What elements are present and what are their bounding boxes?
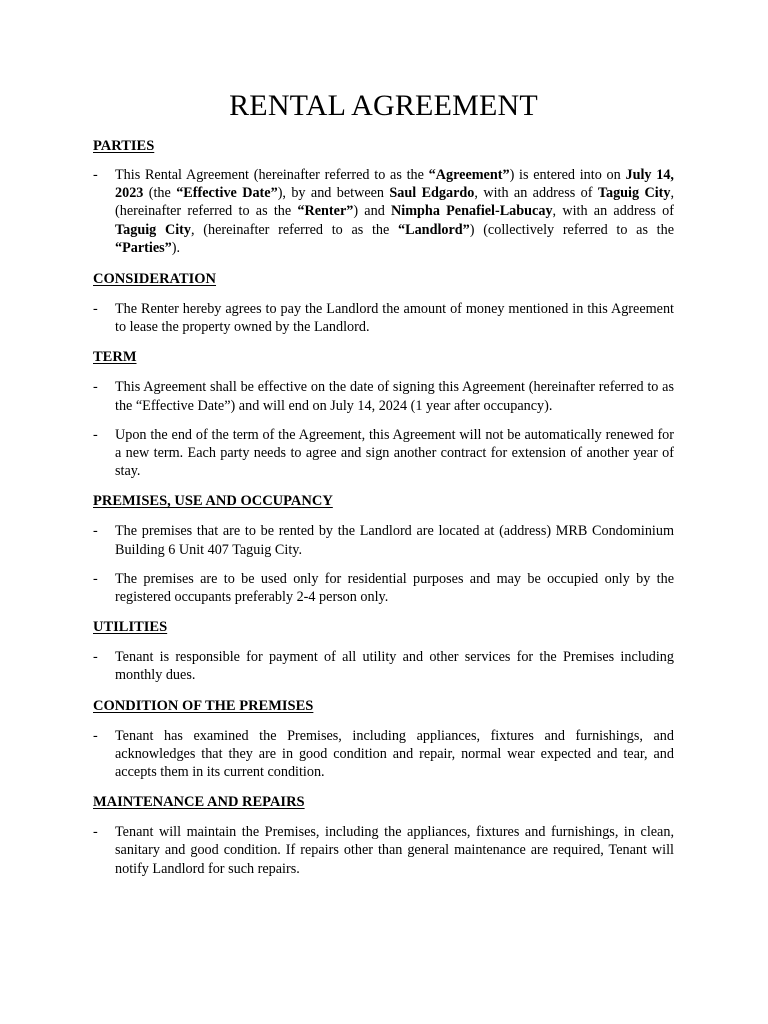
list-item-text: The Renter hereby agrees to pay the Landlord the amount of money mentioned in this Agreement to lease the property owned by the Landlord. xyxy=(115,301,674,336)
list-item-text: This Agreement shall be effective on the date of signing this Agreement (hereinafter referred to as the “Effective Date”) and will end on July 14, 2024 (1 year after occupancy). xyxy=(115,379,674,414)
list-item-text: Tenant will maintain the Premises, including the appliances, fixtures and furnishings, in clean, sanitary and good condition. If repairs other than general maintenance are required, Tenant will notify Landlord for such repairs. xyxy=(115,824,674,877)
list-item xyxy=(93,426,674,481)
bullet-dash: - xyxy=(93,426,98,443)
list-item xyxy=(93,727,674,782)
section-heading-premises: PREMISES, USE AND OCCUPANCY xyxy=(93,493,333,510)
bullet-dash: - xyxy=(93,649,98,666)
section-heading-parties: PARTIES xyxy=(93,138,155,154)
section-heading-utilities: UTILITIES xyxy=(93,619,168,636)
list-item xyxy=(93,570,674,606)
list-item-text: Tenant has examined the Premises, including appliances, fixtures and furnishings, and acknowledges that they are in good condition and repair, normal wear expected and tear, and accepts them in its current condition. xyxy=(115,727,674,781)
list-item xyxy=(93,823,674,878)
section-heading-consideration: CONSIDERATION xyxy=(93,271,217,288)
bullet-dash: - xyxy=(93,379,98,396)
parties-clause-text: This Rental Agreement (hereinafter referred to as the “Agreement”) is entered into on July 14, 2023 (the “Effective Date”), by and between Saul Edgardo, with an address of Taguig City, (hereinafter referred to as the “Renter”) and Nimpha Penafiel-Labucay, with an address of Taguig City, (hereinafter referred to as the “Landlord”) (collectively referred to as the “Parties”). xyxy=(115,167,675,256)
list-item-text: The premises that are to be rented by the Landlord are located at (address) MRB Condominium Building 6 Unit 407 Taguig City. xyxy=(115,523,674,558)
list-item xyxy=(93,648,674,684)
bullet-dash: - xyxy=(93,523,98,540)
list-item-text: Upon the end of the term of the Agreement, this Agreement will not be automatically renewed for a new term. Each party needs to agree and sign another contract for extension of another year of stay. xyxy=(115,426,674,480)
section-heading-condition: CONDITION OF THE PREMISES xyxy=(93,697,314,714)
bullet-dash: - xyxy=(93,570,98,587)
list-item-text: Tenant is responsible for payment of all utility and other services for the Premises including monthly dues. xyxy=(115,649,674,684)
bullet-dash: - xyxy=(93,301,98,318)
document-title: RENTAL AGREEMENT xyxy=(229,89,538,122)
bullet-dash: - xyxy=(93,824,98,841)
list-item-text: The premises are to be used only for residential purposes and may be occupied only by the registered occupants preferably 2-4 person only. xyxy=(115,570,674,606)
list-item xyxy=(93,378,674,414)
parties-clause xyxy=(93,166,674,257)
section-heading-term: TERM xyxy=(93,349,137,366)
list-item xyxy=(93,522,674,558)
list-item xyxy=(93,300,674,336)
bullet-dash: - xyxy=(93,727,98,744)
bullet-dash: - xyxy=(93,167,98,183)
section-heading-maintenance: MAINTENANCE AND REPAIRS xyxy=(93,794,305,811)
